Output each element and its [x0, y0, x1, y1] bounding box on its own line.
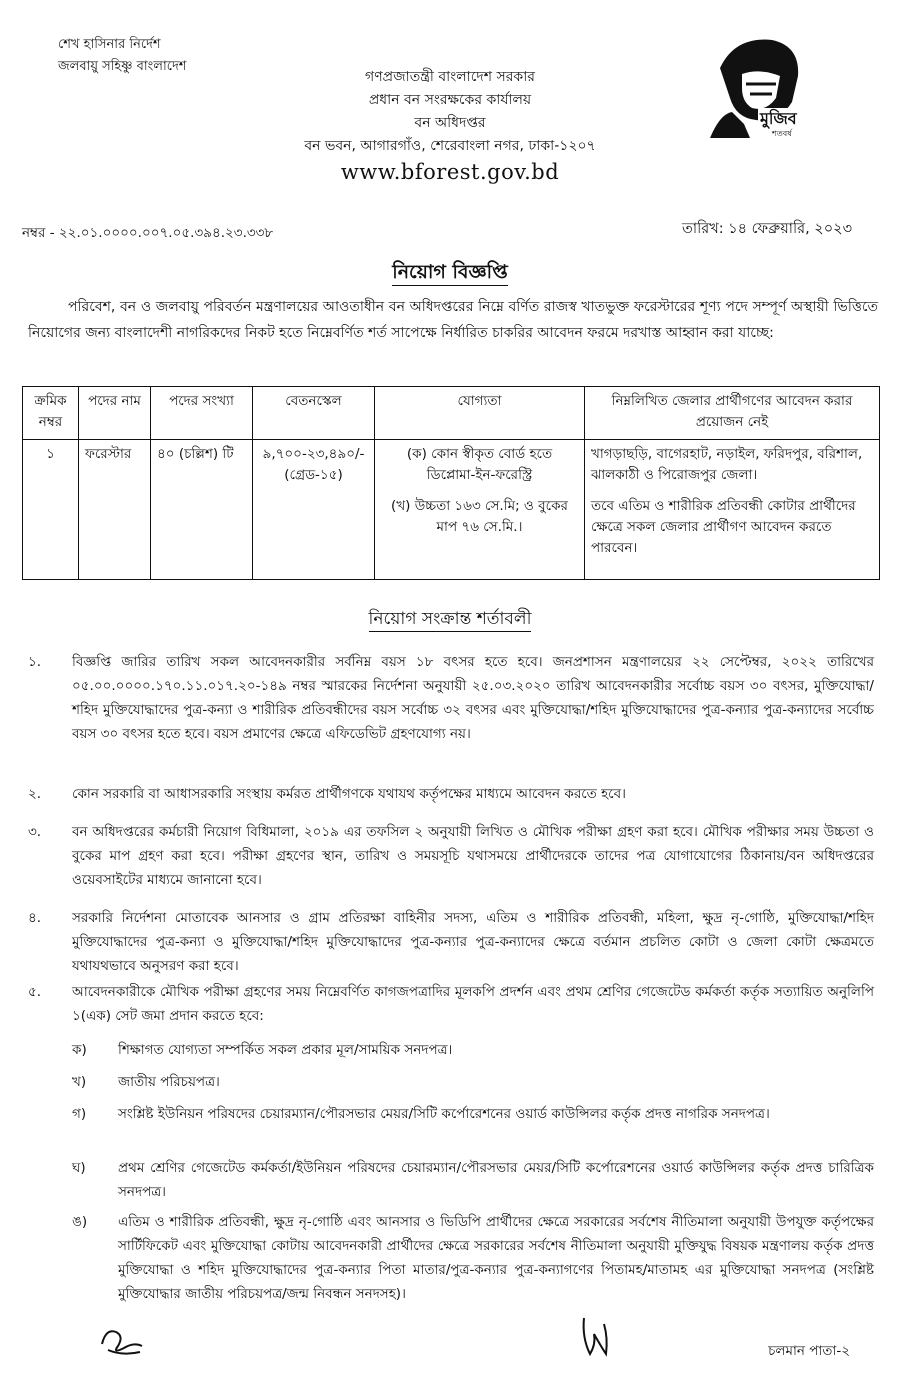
issue-date: তারিখ: ১৪ ফেব্রুয়ারি, ২০২৩: [682, 221, 852, 237]
condition-text: সরকারি নির্দেশনা মোতাবেক আনসার ও গ্রাম প্রতিরক্ষা বাহিনীর সদস্য, এতিম ও শারীরিক প্রতিবন্ধী, মহিলা, ক্ষুদ্র নৃ-গোষ্ঠি, মুক্তিযোদ্ধা/শহিদ মুক্তিযোদ্ধাদের পুত্র-কন্যা ও মুক্তিযোদ্ধা/শহিদ মুক্তিযোদ্ধাদের পুত্র-কন্যার পুত্র-কন্যাদের ক্ষেত্রে বর্তমান প্রচলিত কোটা ও জেলা কোটা ক্ষেত্রমতে যথাযথভাবে অনুসরণ করা হবে।: [72, 910, 874, 974]
header-website: www.bforest.gov.bd: [340, 160, 560, 184]
intro-paragraph: পরিবেশ, বন ও জলবায়ু পরিবর্তন মন্ত্রণালয়ের আওতাধীন বন অধিদপ্তরের নিম্নে বর্ণিত রাজস্ব খাতভুক্ত ফরেস্টারের শূণ্য পদে সম্পূর্ণ অস্থায়ী ভিত্তিতে নিয়োগের জন্য বাংলাদেশী নাগরিকদের নিকট হতে নিম্নেবর্ণিত শর্ত সাপেক্ষে নির্ধারিত চাকরির আবেদন ফরমে দরখাস্ত আহ্বান করা যাচ্ছে:: [28, 299, 878, 341]
item-marker: খ): [72, 1074, 87, 1090]
condition-number: ২.: [28, 786, 42, 802]
table-row: [23, 440, 880, 580]
item-text: প্রথম শ্রেণির গেজেটেড কর্মকর্তা/ইউনিয়ন পরিষদের চেয়ারম্যান/পৌরসভার মেয়র/সিটি কর্পোরেশনের ওয়ার্ড কাউন্সিলর কর্তৃক প্রদত্ত চারিত্রিক সনদপত্র।: [118, 1160, 874, 1200]
conditions-title-text: নিয়োগ সংক্রান্ত শর্তাবলী: [369, 609, 532, 632]
item-text: জাতীয় পরিচয়পত্র।: [118, 1074, 220, 1090]
document-item-ga: [72, 1102, 874, 1126]
item-text: এতিম ও শারীরিক প্রতিবন্ধী, ক্ষুদ্র নৃ-গোষ্ঠি এবং আনসার ও ভিডিপি প্রার্থীদের ক্ষেত্রে সরকারের সর্বশেষ নীতিমালা অনুযায়ী উপযুক্ত কর্তৃপক্ষের সার্টিফিকেট এবং মুক্তিযোদ্ধা কোটায় আবেদনকারী প্রার্থীদের ক্ষেত্রে সরকারের সর্বশেষ নীতিমালা অনুযায়ী মুক্তিযুদ্ধ বিষয়ক মন্ত্রণালয় কর্তৃক প্রদত্ত মুক্তিযোদ্ধা ও শহিদ মুক্তিযোদ্ধাদের পুত্র-কন্যার পিতা মাতার/পুত্র-কন্যার পুত্র-কন্যাগণের পিতামহ/মাতামহ এর মুক্তিযোদ্ধা সনদপত্র (সংশ্লিষ্ট মুক্তিযোদ্ধার জাতীয় পরিচয়পত্র/জন্ম নিবন্ধন সনদসহ)।: [118, 1214, 874, 1302]
cell-qualification: [375, 440, 585, 580]
office-header: [0, 66, 900, 186]
vacancy-table: [22, 386, 880, 580]
header-office: প্রধান বন সংরক্ষকের কার্যালয়: [368, 92, 532, 108]
condition-5: [28, 980, 874, 1028]
item-marker: ঘ): [72, 1160, 86, 1176]
item-marker: ঙ): [72, 1214, 88, 1230]
document-item-kha: [72, 1070, 874, 1094]
header-department: বন অধিদপ্তর: [414, 115, 486, 131]
logo-subtext: শতবর্ষ: [772, 129, 792, 138]
condition-number: ৫.: [28, 984, 42, 1000]
notice-title: [0, 258, 900, 290]
signature-right: [578, 1314, 612, 1360]
cell-excluded-districts: [585, 440, 880, 580]
document-item-ka: [72, 1038, 874, 1062]
table-header-row: [23, 387, 880, 440]
condition-number: ৪.: [28, 910, 42, 926]
qualification-a: (ক) কোন স্বীকৃত বোর্ড হতে ডিপ্লোমা-ইন-ফরেস্ট্রি: [406, 446, 553, 483]
condition-number: ৩.: [28, 824, 42, 840]
document-item-gha: [72, 1156, 874, 1204]
condition-text: কোন সরকারি বা আধাসরকারি সংস্থায় কর্মরত প্রার্থীগণকে যথাযথ কর্তৃপক্ষের মাধ্যমে আবেদন করতে হবে।: [72, 786, 626, 802]
logo-text: মুজিব: [760, 109, 797, 128]
col-serial: ক্রমিক নম্বর: [23, 387, 79, 440]
qualification-b: (খ) উচ্চতা ১৬৩ সে.মি; ও বুকের মাপ ৭৬ সে.মি.।: [391, 498, 568, 535]
signature-left: [98, 1322, 146, 1358]
cell-post: ফরেস্টার: [79, 440, 151, 580]
item-marker: গ): [72, 1106, 87, 1122]
cell-grade: (গ্রেড-১৫): [284, 467, 343, 483]
col-post: পদের নাম: [79, 387, 151, 440]
motto-line-2: জলবায়ু সহিষ্ণু বাংলাদেশ: [58, 59, 187, 74]
memo-number: নম্বর - ২২.০১.০০০০.০০৭.০৫.৩৯৪.২৩.৩৩৮: [22, 225, 274, 241]
quota-note: তবে এতিম ও শারীরিক প্রতিবন্ধী কোটার প্রার্থীদের ক্ষেত্রে সকল জেলার প্রার্থীগণ আবেদন করতে পারবেন।: [591, 498, 856, 556]
condition-text: বন অধিদপ্তরের কর্মচারী নিয়োগ বিধিমালা, ২০১৯ এর তফসিল ২ অনুযায়ী লিখিত ও মৌখিক পরীক্ষা গ্রহণ করা হবে। মৌখিক পরীক্ষার সময় উচ্চতা ও বুকের মাপ গ্রহণ করা হবে। পরীক্ষা গ্রহণের স্থান, তারিখ ও সময়সূচি যথাসময়ে প্রার্থীদেরকে তাদের পত্র যোগাযোগের ঠিকানায়/বন অধিদপ্তরের ওয়েবসাইটের মাধ্যমে জানানো হবে।: [72, 824, 874, 888]
conditions-title: [0, 606, 900, 634]
condition-1: [28, 650, 874, 746]
col-count: পদের সংখ্যা: [151, 387, 253, 440]
condition-2: [28, 782, 874, 806]
header-government: গণপ্রজাতন্ত্রী বাংলাদেশ সরকার: [365, 69, 535, 85]
condition-text: বিজ্ঞপ্তি জারির তারিখ সকল আবেদনকারীর সর্বনিম্ন বয়স ১৮ বৎসর হতে হবে। জনপ্রশাসন মন্ত্রণালয়ের ২২ সেপ্টেম্বর, ২০২২ তারিখের ০৫.০০.০০০০.১৭০.১১.০১৭.২০-১৪৯ নম্বর স্মারকের নির্দেশনা অনুযায়ী ২৫.০৩.২০২০ তারিখ আবেদনকারীর সর্বোচ্চ বয়স ৩০ বৎসর, মুক্তিযোদ্ধা/শহিদ মুক্তিযোদ্ধাদের পুত্র-কন্যা ও শারীরিক প্রতিবন্ধীদের বয়স সর্বোচ্চ ৩২ বৎসর এবং মুক্তিযোদ্ধা/শহিদ মুক্তিযোদ্ধাদের পুত্র-কন্যার পুত্র-কন্যাদের সর্বোচ্চ বয়স ৩০ বৎসর হতে হবে। বয়স প্রমাণের ক্ষেত্রে এফিডেভিট গ্রহণযোগ্য নয়।: [72, 654, 874, 742]
cell-scale-value: ৯,৭০০-২৩,৪৯০/-: [262, 446, 365, 462]
condition-3: [28, 820, 874, 892]
cell-count: ৪০ (চল্লিশ) টি: [151, 440, 253, 580]
item-text: শিক্ষাগত যোগ্যতা সম্পর্কিত সকল প্রকার মূল/সাময়িক সনদপত্র।: [118, 1042, 453, 1058]
condition-number: ১.: [28, 654, 42, 670]
notice-title-text: নিয়োগ বিজ্ঞপ্তি: [392, 261, 507, 286]
document-item-umo: [72, 1210, 874, 1306]
excluded-districts: খাগড়াছড়ি, বাগেরহাট, নড়াইল, ফরিদপুর, বরিশাল, ঝালকাঠী ও পিরোজপুর জেলা।: [591, 446, 863, 483]
cell-serial: ১: [23, 440, 79, 580]
col-qualification: যোগ্যতা: [375, 387, 585, 440]
cell-scale: [253, 440, 375, 580]
continued-page: চলমান পাতা-২: [768, 1343, 850, 1359]
condition-4: [28, 906, 874, 978]
item-marker: ক): [72, 1042, 87, 1058]
motto-line-1: শেখ হাসিনার নির্দেশ: [58, 37, 161, 52]
col-scale: বেতনস্কেল: [253, 387, 375, 440]
col-excluded-districts: নিম্নলিখিত জেলার প্রার্থীগণের আবেদন করার প্রয়োজন নেই: [585, 387, 880, 440]
item-text: সংশ্লিষ্ট ইউনিয়ন পরিষদের চেয়ারম্যান/পৌরসভার মেয়র/সিটি কর্পোরেশনের ওয়ার্ড কাউন্সিলর কর্তৃক প্রদত্ত নাগরিক সনদপত্র।: [118, 1106, 770, 1122]
header-address: বন ভবন, আগারগাঁও, শেরেবাংলা নগর, ঢাকা-১২০৭: [304, 138, 596, 154]
condition-text: আবেদনকারীকে মৌখিক পরীক্ষা গ্রহণের সময় নিম্নেবর্ণিত কাগজপত্রাদির মূলকপি প্রদর্শন এবং প্রথম শ্রেণির গেজেটেড কর্মকর্তা কর্তৃক সত্যায়িত অনুলিপি ১(এক) সেট জমা প্রদান করতে হবে:: [72, 984, 874, 1024]
